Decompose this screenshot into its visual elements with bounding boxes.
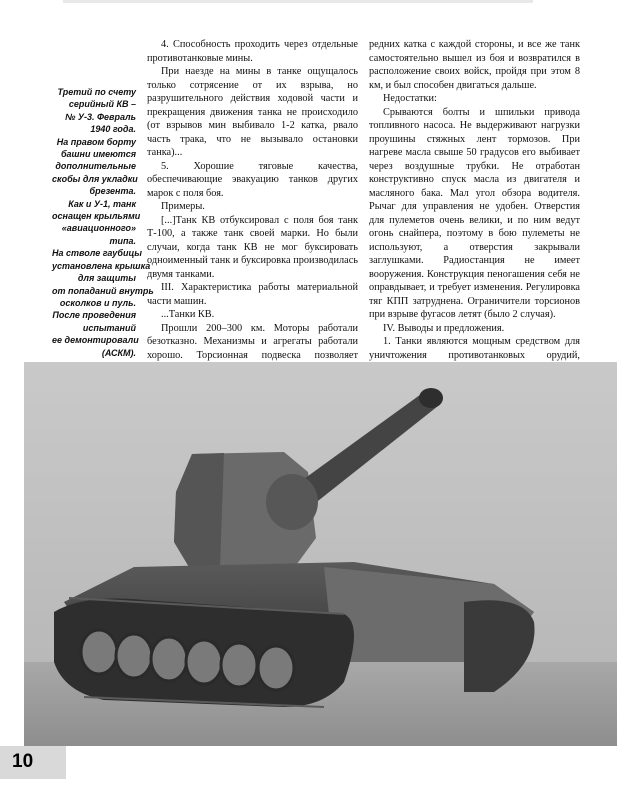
paragraph: 4. Способность проходить через отдельные противотанковые мины. bbox=[147, 39, 358, 64]
paragraph: 1. Танки являются мощным средством для уничтожения противотанковых орудий, bbox=[369, 336, 580, 361]
caption-line: Третий по счету bbox=[57, 87, 136, 97]
paragraph: ...Танки КВ. bbox=[161, 309, 215, 320]
paragraph: 5. Хорошие тяговые качества, обеспечивающие эвакуацию танков других марок с поля боя. bbox=[147, 160, 358, 199]
text-column-left bbox=[147, 38, 358, 403]
section-heading: IV. Выводы и предложения. bbox=[383, 322, 505, 334]
text-column-right bbox=[369, 38, 580, 389]
caption-line: После проведения bbox=[52, 310, 136, 321]
caption-line: На стволе гаубицы bbox=[52, 248, 142, 259]
caption-line: для защиты bbox=[77, 273, 136, 284]
caption-line: дополнительные bbox=[55, 161, 136, 172]
paragraph: Примеры. bbox=[161, 201, 205, 212]
paragraph: При наезде на мины в танке ощущалось только сотрясение от их взрыва, но разрушительного действия ходовой части и прекращения движения танка не происходило (от взрывов мин выбивало 1-2 катка, рвало часть трака, что не вызывало остановки танка)... bbox=[147, 66, 358, 158]
paragraph: Прошли 200–300 км. Моторы работали безотказно. Механизмы и агрегаты работали хорошо. Торсионная подвеска позволяет bbox=[147, 322, 358, 361]
caption-line: осколков и пуль. bbox=[59, 297, 136, 308]
caption-line: ее демонтировали bbox=[52, 335, 139, 346]
page-number-box bbox=[0, 746, 66, 779]
paragraph: Срываются болты и шпильки привода топливного насоса. Не выдерживают нагрузки проушины стяжных лент тормозов. При нагреве масла свыше 50 градусов его выбивает через воздушные трубки. Не отработан конструктивно спуск масла из двигателя и масляного бака. Мал угол обзора водителя. Рычаг для управления не удобен. Отверстия для пулеметов очень велики, и по ним ведут огонь снайпера, поэтому в бою пулеметы не используют, а отверстия закрывали заглушками. Радиостанция не имеет вооружения. Конструкция пеногашения себя не оправдывает, и требует изменения. Регулировка тяг КПП затруднена. Ограничители торсионов при взрыве фугасов летят (было 2 случая). bbox=[369, 106, 580, 320]
paragraph: редних катка с каждой стороны, и все же танк самостоятельно вышел из боя и возвратился в расположение своих войск, пройдя при этом 8 км, и был способен двигаться дальше. bbox=[369, 39, 580, 91]
photo-caption bbox=[52, 86, 154, 359]
page-number: 10 bbox=[12, 751, 34, 772]
caption-line: оснащен крыльями bbox=[52, 211, 141, 222]
top-edge-decoration bbox=[63, 0, 533, 8]
caption-line: Как и У-1, танк bbox=[68, 198, 136, 209]
caption-line: На правом борту bbox=[56, 136, 136, 147]
caption-line: испытаний bbox=[82, 322, 136, 333]
section-heading: III. Характеристика работы материальной части машин. bbox=[147, 282, 358, 307]
caption-line: скобы для укладки bbox=[52, 173, 138, 184]
caption-line: (АСКМ). bbox=[101, 347, 136, 358]
caption-line: от попаданий внутрь bbox=[52, 285, 154, 296]
caption-line: 1940 года. bbox=[90, 124, 136, 135]
caption-line: брезента. bbox=[89, 186, 136, 197]
caption-line: башни имеются bbox=[60, 149, 136, 160]
caption-line: № У-3. Февраль bbox=[65, 111, 136, 122]
paragraph: [...]Танк КВ отбуксировал с поля боя танк Т-100, а также танк своей марки. Но были случаи, когда танк КВ не мог буксировать одноименный танк и буксировка производилась двумя танками. bbox=[147, 214, 358, 280]
paragraph: Недостатки: bbox=[383, 93, 437, 104]
tank-photograph bbox=[24, 362, 617, 746]
caption-line: установлена крышка bbox=[52, 260, 151, 271]
caption-line: «авиационного» bbox=[61, 223, 136, 234]
caption-line: типа. bbox=[109, 235, 136, 246]
caption-line: серийный КВ – bbox=[68, 99, 136, 110]
